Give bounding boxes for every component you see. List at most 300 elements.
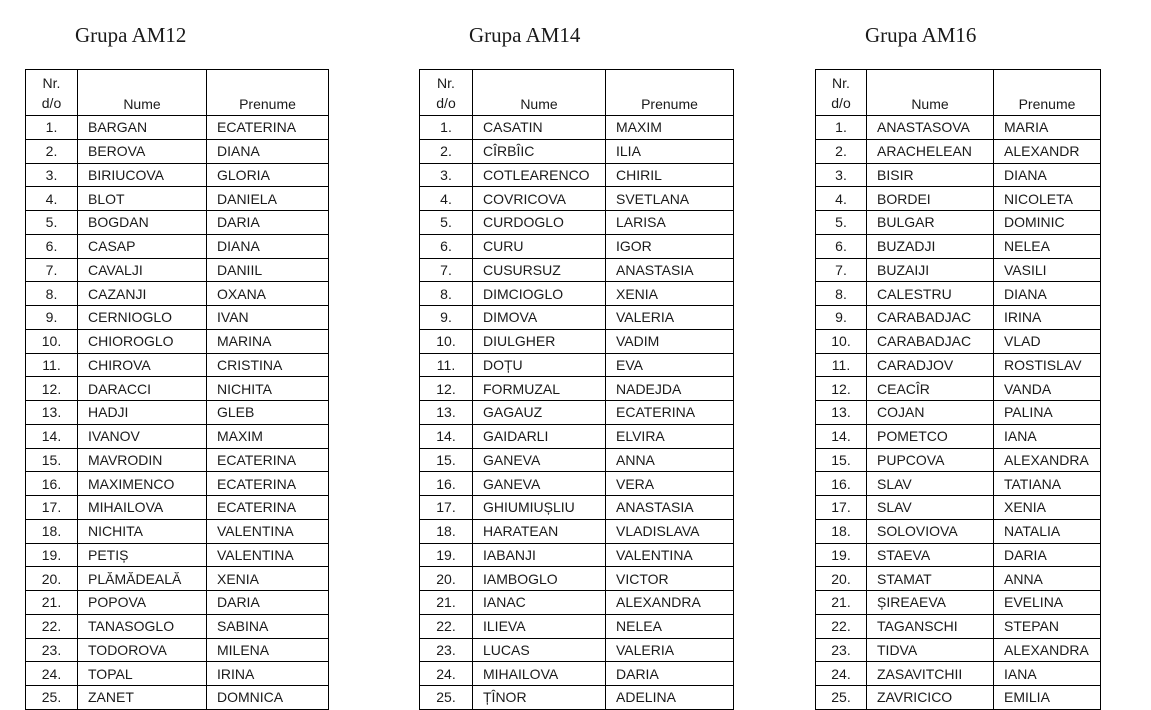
row-number-cell: 15. [816, 448, 867, 472]
table-row [26, 211, 329, 235]
table-row [816, 353, 1101, 377]
table-row [420, 329, 734, 353]
row-number-cell: 6. [26, 234, 78, 258]
surname-cell: ANASTASOVA [867, 116, 994, 140]
row-number-cell: 3. [816, 163, 867, 187]
table-row [420, 116, 734, 140]
table-row [26, 591, 329, 615]
table-row [816, 543, 1101, 567]
table-row [420, 424, 734, 448]
surname-cell: ZASAVITCHII [867, 662, 994, 686]
row-number-cell: 13. [816, 401, 867, 425]
surname-cell: CURU [473, 234, 606, 258]
row-number-cell: 21. [816, 591, 867, 615]
surname-cell: BULGAR [867, 211, 994, 235]
row-number-cell: 17. [26, 496, 78, 520]
firstname-cell: DANIELA [207, 187, 329, 211]
firstname-cell: GLORIA [207, 163, 329, 187]
row-number-cell: 1. [26, 116, 78, 140]
firstname-cell: IANA [994, 424, 1101, 448]
table-row [420, 139, 734, 163]
firstname-cell: IRINA [207, 662, 329, 686]
firstname-cell: ECATERINA [207, 472, 329, 496]
row-number-cell: 8. [816, 282, 867, 306]
row-number-cell: 9. [420, 306, 473, 330]
row-number-cell: 24. [26, 662, 78, 686]
row-number-cell: 16. [420, 472, 473, 496]
firstname-cell: NICOLETA [994, 187, 1101, 211]
surname-cell: NICHITA [78, 519, 207, 543]
row-number-cell: 10. [816, 329, 867, 353]
surname-cell: CHIROVA [78, 353, 207, 377]
table-row [816, 591, 1101, 615]
surname-cell: DARACCI [78, 377, 207, 401]
table-row [816, 567, 1101, 591]
surname-cell: CALESTRU [867, 282, 994, 306]
table-row [26, 472, 329, 496]
row-number-cell: 12. [420, 377, 473, 401]
firstname-cell: ALEXANDRA [606, 591, 734, 615]
table-row [26, 353, 329, 377]
surname-cell: GAIDARLI [473, 424, 606, 448]
table-row [420, 519, 734, 543]
row-number-cell: 3. [420, 163, 473, 187]
row-number-cell: 5. [816, 211, 867, 235]
table-header-row [26, 70, 329, 116]
firstname-cell: ANASTASIA [606, 258, 734, 282]
surname-cell: TIDVA [867, 638, 994, 662]
group-title: Grupa AM12 [75, 23, 187, 47]
surname-cell: ZAVRICICO [867, 686, 994, 710]
surname-cell: IANAC [473, 591, 606, 615]
firstname-cell: NICHITA [207, 377, 329, 401]
table-row [26, 543, 329, 567]
surname-cell: POPOVA [78, 591, 207, 615]
header-nume-cell: Nume [473, 70, 606, 116]
row-number-cell: 18. [26, 519, 78, 543]
table-row [816, 258, 1101, 282]
surname-cell: SOLOVIOVA [867, 519, 994, 543]
row-number-cell: 7. [420, 258, 473, 282]
surname-cell: BISIR [867, 163, 994, 187]
firstname-cell: DIANA [207, 139, 329, 163]
table-row [816, 472, 1101, 496]
firstname-cell: ADELINA [606, 686, 734, 710]
row-number-cell: 19. [26, 543, 78, 567]
table-row [420, 567, 734, 591]
row-number-cell: 17. [420, 496, 473, 520]
header-nr-line2: d/o [436, 94, 456, 111]
table-row [26, 282, 329, 306]
surname-cell: CAVALJI [78, 258, 207, 282]
surname-cell: IABANJI [473, 543, 606, 567]
firstname-cell: VALENTINA [207, 519, 329, 543]
surname-cell: CHIOROGLO [78, 329, 207, 353]
firstname-cell: NADEJDA [606, 377, 734, 401]
header-nr-line2: d/o [831, 94, 851, 111]
firstname-cell: MARINA [207, 329, 329, 353]
students-table [25, 69, 329, 710]
row-number-cell: 19. [420, 543, 473, 567]
firstname-cell: IANA [994, 662, 1101, 686]
firstname-cell: VLAD [994, 329, 1101, 353]
row-number-cell: 22. [816, 614, 867, 638]
table-row [420, 543, 734, 567]
firstname-cell: NATALIA [994, 519, 1101, 543]
row-number-cell: 4. [26, 187, 78, 211]
surname-cell: COVRICOVA [473, 187, 606, 211]
firstname-cell: MARIA [994, 116, 1101, 140]
table-header-row [816, 70, 1101, 116]
row-number-cell: 3. [26, 163, 78, 187]
table-row [420, 614, 734, 638]
table-row [420, 472, 734, 496]
table-row [26, 519, 329, 543]
group-section-am16 [815, 0, 1101, 710]
surname-cell: LUCAS [473, 638, 606, 662]
surname-cell: STAMAT [867, 567, 994, 591]
surname-cell: ȚÎNOR [473, 686, 606, 710]
group-title: Grupa AM14 [469, 23, 581, 47]
row-number-cell: 8. [26, 282, 78, 306]
table-row [26, 116, 329, 140]
firstname-cell: IGOR [606, 234, 734, 258]
surname-cell: CERNIOGLO [78, 306, 207, 330]
table-row [816, 116, 1101, 140]
firstname-cell: ECATERINA [207, 116, 329, 140]
surname-cell: TODOROVA [78, 638, 207, 662]
surname-cell: GAGAUZ [473, 401, 606, 425]
row-number-cell: 20. [816, 567, 867, 591]
firstname-cell: VALERIA [606, 638, 734, 662]
surname-cell: PLĂMĂDEALĂ [78, 567, 207, 591]
table-row [26, 258, 329, 282]
firstname-cell: ANASTASIA [606, 496, 734, 520]
header-nr-line1: Nr. [832, 74, 850, 91]
surname-cell: BIRIUCOVA [78, 163, 207, 187]
firstname-cell: DARIA [606, 662, 734, 686]
surname-cell: CAZANJI [78, 282, 207, 306]
table-row [26, 496, 329, 520]
firstname-cell: XENIA [994, 496, 1101, 520]
surname-cell: BUZAIJI [867, 258, 994, 282]
row-number-cell: 23. [420, 638, 473, 662]
surname-cell: POMETCO [867, 424, 994, 448]
firstname-cell: MILENA [207, 638, 329, 662]
firstname-cell: DIANA [994, 163, 1101, 187]
surname-cell: ZANET [78, 686, 207, 710]
surname-cell: SLAV [867, 496, 994, 520]
surname-cell: GANEVA [473, 448, 606, 472]
table-row [420, 496, 734, 520]
header-prenume-cell: Prenume [207, 70, 329, 116]
table-row [26, 163, 329, 187]
row-number-cell: 10. [26, 329, 78, 353]
surname-cell: DIMCIOGLO [473, 282, 606, 306]
surname-cell: BOGDAN [78, 211, 207, 235]
row-number-cell: 9. [816, 306, 867, 330]
table-row [26, 306, 329, 330]
surname-cell: GHIUMIUȘLIU [473, 496, 606, 520]
firstname-cell: TATIANA [994, 472, 1101, 496]
table-row [420, 377, 734, 401]
header-prenume-cell: Prenume [606, 70, 734, 116]
row-number-cell: 4. [816, 187, 867, 211]
row-number-cell: 17. [816, 496, 867, 520]
surname-cell: HARATEAN [473, 519, 606, 543]
header-nr-cell [420, 70, 473, 116]
table-row [816, 662, 1101, 686]
table-row [816, 638, 1101, 662]
firstname-cell: ANNA [606, 448, 734, 472]
group-title: Grupa AM16 [865, 23, 977, 47]
firstname-cell: OXANA [207, 282, 329, 306]
firstname-cell: CRISTINA [207, 353, 329, 377]
row-number-cell: 14. [816, 424, 867, 448]
table-row [816, 139, 1101, 163]
row-number-cell: 10. [420, 329, 473, 353]
table-row [816, 496, 1101, 520]
table-row [26, 401, 329, 425]
surname-cell: ȘIREAEVA [867, 591, 994, 615]
surname-cell: DOȚU [473, 353, 606, 377]
table-row [26, 424, 329, 448]
surname-cell: ILIEVA [473, 614, 606, 638]
row-number-cell: 16. [816, 472, 867, 496]
header-nume-cell: Nume [78, 70, 207, 116]
firstname-cell: ECATERINA [207, 496, 329, 520]
table-row [26, 234, 329, 258]
row-number-cell: 4. [420, 187, 473, 211]
firstname-cell: ALEXANDRA [994, 448, 1101, 472]
firstname-cell: ANNA [994, 567, 1101, 591]
surname-cell: TOPAL [78, 662, 207, 686]
table-row [816, 187, 1101, 211]
row-number-cell: 2. [816, 139, 867, 163]
firstname-cell: PALINA [994, 401, 1101, 425]
surname-cell: TANASOGLO [78, 614, 207, 638]
firstname-cell: EVA [606, 353, 734, 377]
firstname-cell: VLADISLAVA [606, 519, 734, 543]
firstname-cell: STEPAN [994, 614, 1101, 638]
table-row [26, 139, 329, 163]
table-row [816, 424, 1101, 448]
row-number-cell: 12. [816, 377, 867, 401]
firstname-cell: DARIA [994, 543, 1101, 567]
row-number-cell: 15. [420, 448, 473, 472]
surname-cell: CÎRBÎIC [473, 139, 606, 163]
row-number-cell: 1. [420, 116, 473, 140]
table-row [26, 662, 329, 686]
row-number-cell: 16. [26, 472, 78, 496]
firstname-cell: CHIRIL [606, 163, 734, 187]
surname-cell: PUPCOVA [867, 448, 994, 472]
table-row [26, 329, 329, 353]
firstname-cell: DARIA [207, 591, 329, 615]
surname-cell: SLAV [867, 472, 994, 496]
surname-cell: CEACÎR [867, 377, 994, 401]
row-number-cell: 2. [26, 139, 78, 163]
surname-cell: ARACHELEAN [867, 139, 994, 163]
surname-cell: COJAN [867, 401, 994, 425]
firstname-cell: ILIA [606, 139, 734, 163]
firstname-cell: GLEB [207, 401, 329, 425]
surname-cell: CARABADJAC [867, 329, 994, 353]
surname-cell: DIULGHER [473, 329, 606, 353]
row-number-cell: 20. [420, 567, 473, 591]
table-row [420, 638, 734, 662]
surname-cell: CARADJOV [867, 353, 994, 377]
firstname-cell: LARISA [606, 211, 734, 235]
row-number-cell: 5. [420, 211, 473, 235]
row-number-cell: 20. [26, 567, 78, 591]
firstname-cell: EMILIA [994, 686, 1101, 710]
row-number-cell: 24. [816, 662, 867, 686]
table-row [420, 282, 734, 306]
surname-cell: MIHAILOVA [473, 662, 606, 686]
surname-cell: TAGANSCHI [867, 614, 994, 638]
table-header-row [420, 70, 734, 116]
table-row [816, 614, 1101, 638]
surname-cell: DIMOVA [473, 306, 606, 330]
firstname-cell: DOMINIC [994, 211, 1101, 235]
surname-cell: CASATIN [473, 116, 606, 140]
table-row [420, 662, 734, 686]
table-row [420, 686, 734, 710]
surname-cell: CURDOGLO [473, 211, 606, 235]
firstname-cell: VANDA [994, 377, 1101, 401]
group-section-am12 [25, 0, 329, 710]
surname-cell: STAEVA [867, 543, 994, 567]
firstname-cell: VADIM [606, 329, 734, 353]
header-nr-line2: d/o [41, 94, 62, 111]
surname-cell: MAVRODIN [78, 448, 207, 472]
header-nr-cell [26, 70, 78, 116]
table-row [816, 686, 1101, 710]
table-row [816, 448, 1101, 472]
firstname-cell: DARIA [207, 211, 329, 235]
firstname-cell: SVETLANA [606, 187, 734, 211]
row-number-cell: 21. [26, 591, 78, 615]
surname-cell: BARGAN [78, 116, 207, 140]
surname-cell: BUZADJI [867, 234, 994, 258]
firstname-cell: ELVIRA [606, 424, 734, 448]
table-row [26, 448, 329, 472]
firstname-cell: VERA [606, 472, 734, 496]
surname-cell: IVANOV [78, 424, 207, 448]
students-table [815, 69, 1101, 710]
row-number-cell: 25. [26, 686, 78, 710]
firstname-cell: NELEA [606, 614, 734, 638]
surname-cell: CARABADJAC [867, 306, 994, 330]
row-number-cell: 14. [26, 424, 78, 448]
table-row [420, 591, 734, 615]
table-row [420, 234, 734, 258]
row-number-cell: 11. [816, 353, 867, 377]
table-row [816, 329, 1101, 353]
row-number-cell: 5. [26, 211, 78, 235]
firstname-cell: VICTOR [606, 567, 734, 591]
firstname-cell: ALEXANDRA [994, 638, 1101, 662]
row-number-cell: 13. [420, 401, 473, 425]
header-nume-cell: Nume [867, 70, 994, 116]
firstname-cell: SABINA [207, 614, 329, 638]
table-row [26, 638, 329, 662]
row-number-cell: 23. [816, 638, 867, 662]
row-number-cell: 11. [420, 353, 473, 377]
firstname-cell: DIANA [994, 282, 1101, 306]
students-table [419, 69, 734, 710]
table-row [420, 353, 734, 377]
row-number-cell: 9. [26, 306, 78, 330]
table-row [816, 519, 1101, 543]
firstname-cell: ROSTISLAV [994, 353, 1101, 377]
header-nr-line1: Nr. [42, 74, 61, 91]
table-row [420, 401, 734, 425]
surname-cell: BEROVA [78, 139, 207, 163]
header-prenume-cell: Prenume [994, 70, 1101, 116]
table-row [420, 211, 734, 235]
surname-cell: FORMUZAL [473, 377, 606, 401]
group-section-am14 [419, 0, 734, 710]
firstname-cell: MAXIM [207, 424, 329, 448]
surname-cell: IAMBOGLO [473, 567, 606, 591]
firstname-cell: VALENTINA [606, 543, 734, 567]
surname-cell: BORDEI [867, 187, 994, 211]
row-number-cell: 11. [26, 353, 78, 377]
table-row [26, 567, 329, 591]
table-row [26, 377, 329, 401]
row-number-cell: 22. [420, 614, 473, 638]
firstname-cell: VALENTINA [207, 543, 329, 567]
row-number-cell: 24. [420, 662, 473, 686]
firstname-cell: XENIA [207, 567, 329, 591]
row-number-cell: 22. [26, 614, 78, 638]
firstname-cell: VALERIA [606, 306, 734, 330]
firstname-cell: EVELINA [994, 591, 1101, 615]
row-number-cell: 15. [26, 448, 78, 472]
table-row [816, 234, 1101, 258]
surname-cell: MIHAILOVA [78, 496, 207, 520]
firstname-cell: ALEXANDR [994, 139, 1101, 163]
header-nr-line1: Nr. [437, 74, 455, 91]
surname-cell: MAXIMENCO [78, 472, 207, 496]
row-number-cell: 18. [420, 519, 473, 543]
surname-cell: COTLEARENCO [473, 163, 606, 187]
row-number-cell: 7. [26, 258, 78, 282]
table-row [816, 306, 1101, 330]
table-row [26, 614, 329, 638]
table-row [26, 187, 329, 211]
row-number-cell: 2. [420, 139, 473, 163]
firstname-cell: XENIA [606, 282, 734, 306]
row-number-cell: 25. [816, 686, 867, 710]
table-row [26, 686, 329, 710]
table-row [816, 401, 1101, 425]
surname-cell: CUSURSUZ [473, 258, 606, 282]
row-number-cell: 21. [420, 591, 473, 615]
surname-cell: BLOT [78, 187, 207, 211]
table-row [816, 211, 1101, 235]
table-row [816, 163, 1101, 187]
row-number-cell: 6. [420, 234, 473, 258]
firstname-cell: IRINA [994, 306, 1101, 330]
row-number-cell: 8. [420, 282, 473, 306]
row-number-cell: 6. [816, 234, 867, 258]
row-number-cell: 13. [26, 401, 78, 425]
row-number-cell: 12. [26, 377, 78, 401]
firstname-cell: DIANA [207, 234, 329, 258]
